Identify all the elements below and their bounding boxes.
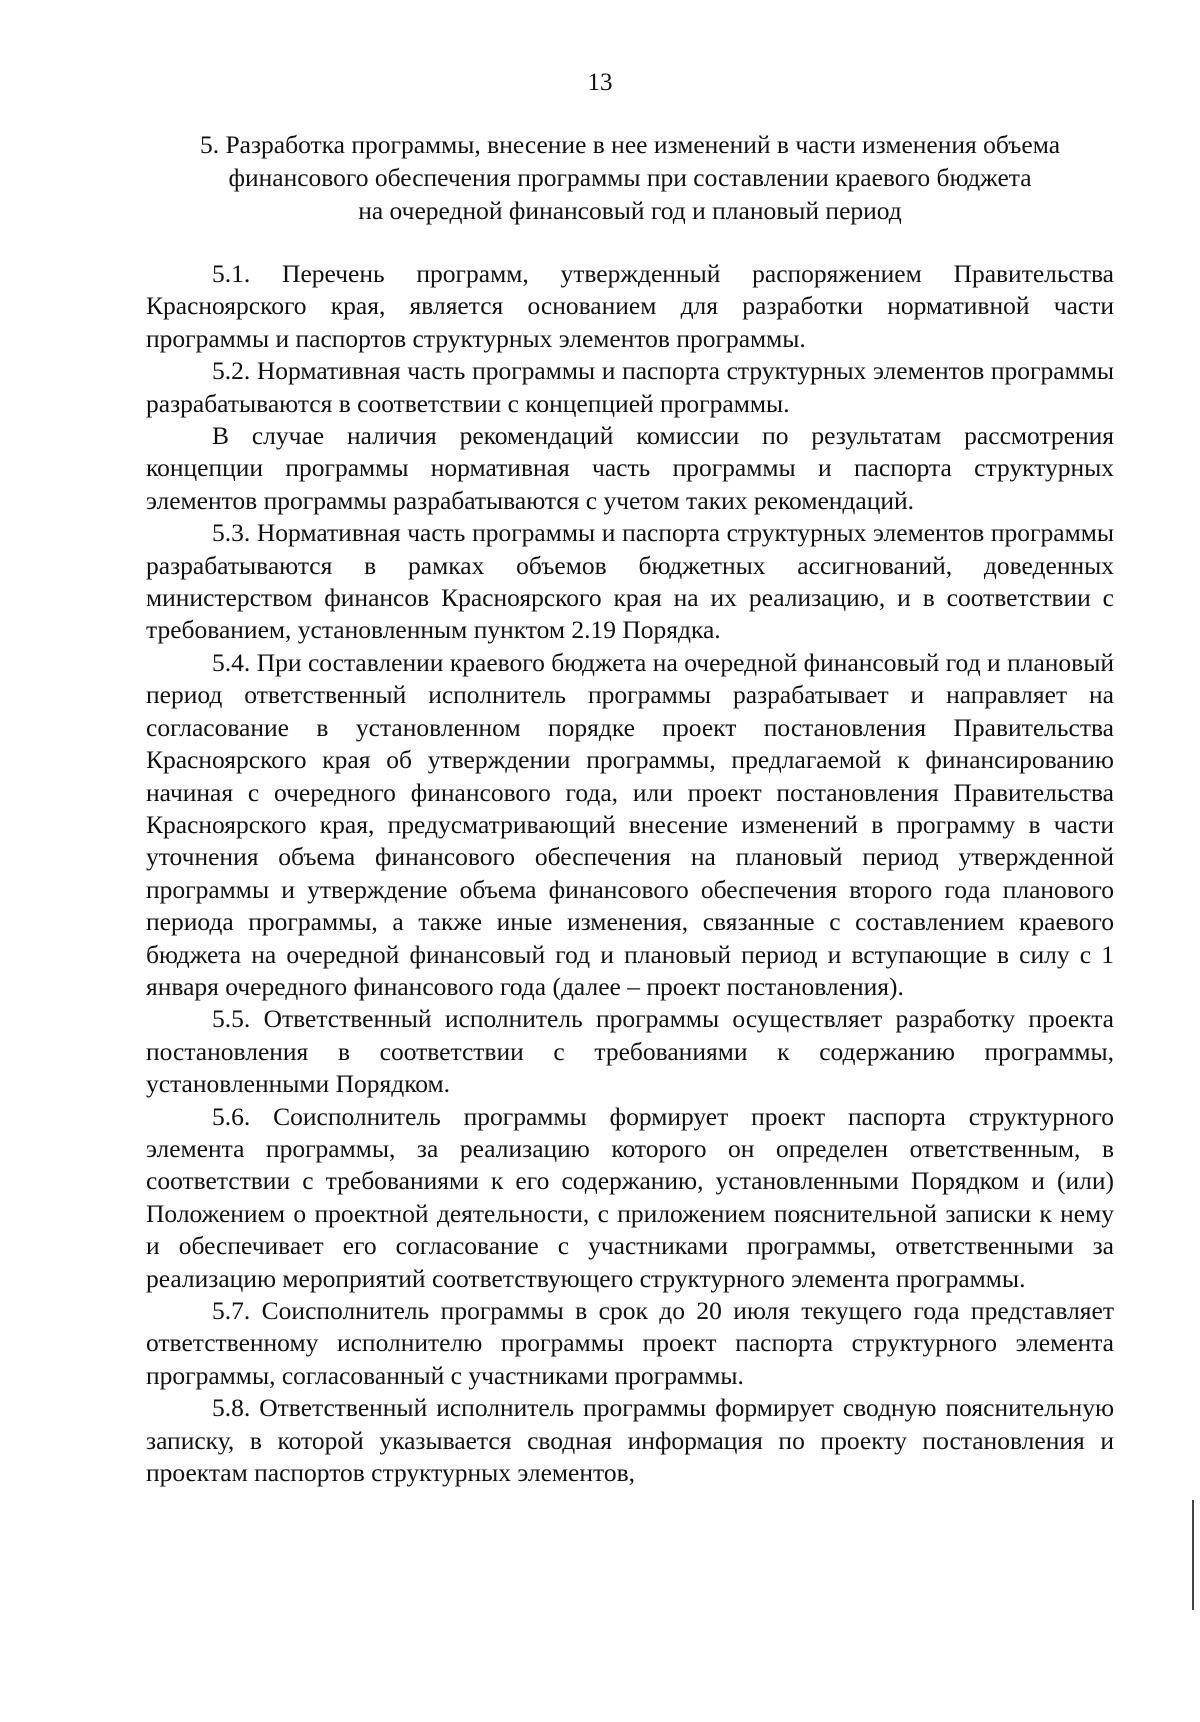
paragraph-5-2: 5.2. Нормативная часть программы и паспорта структурных элементов программы разрабатываются в соответствии с концепцией программы. <box>146 356 1114 418</box>
paragraph-5-8: 5.8. Ответственный исполнитель программы формирует сводную пояснительную записку, в которой указывается сводная информация по проекту постановления и проектам паспортов структурных элементов, <box>146 1393 1114 1488</box>
section-heading-line: на очередной финансовый год и плановый период <box>358 196 902 225</box>
section-heading-line: финансового обеспечения программы при составлении краевого бюджета <box>228 163 1032 192</box>
paragraph-5-4: 5.4. При составлении краевого бюджета на очередной финансовый год и плановый период ответственный исполнитель программы разрабатывает и направляет на согласование в установленном порядке проект постановления Правительства Красноярского края об утверждении программы, предлагаемой к финансированию начиная с очередного финансового года, или проект постановления Правительства Красноярского края, предусматривающий внесение изменений в программу в части уточнения объема финансового обеспечения на плановый период утвержденной программы и утверждение объема финансового обеспечения второго года планового периода программы, а также иные изменения, связанные с составлением краевого бюджета на очередной финансовый год и плановый период и вступающие в силу с 1 января очередного финансового года (далее – проект постановления). <box>146 647 1114 1001</box>
scan-edge-mark <box>1192 1500 1194 1610</box>
section-heading-line: 5. Разработка программы, внесение в нее изменений в части изменения объема <box>199 130 1061 159</box>
page-number: 13 <box>587 69 613 96</box>
paragraph-5-5: 5.5. Ответственный исполнитель программы осуществляет разработку проекта постановления в соответствии с требованиями к содержанию программы, установленными Порядком. <box>146 1004 1114 1099</box>
paragraph-5-7: 5.7. Соисполнитель программы в срок до 20 июля текущего года представляет ответственному исполнителю программы проект паспорта структурного элемента программы, согласованный с участниками программы. <box>146 1296 1114 1390</box>
paragraph-5-6: 5.6. Соисполнитель программы формирует проект паспорта структурного элемента программы, за реализацию которого он определен ответственным, в соответствии с требованиями к его содержанию, установленными Порядком и (или) Положением о проектной деятельности, с приложением пояснительной записки к нему и обеспечивает его согласование с участниками программы, ответственными за реализацию мероприятий соответствующего структурного элемента программы. <box>146 1101 1114 1293</box>
section-heading <box>140 128 1120 227</box>
paragraph-5-2-recommendations: В случае наличия рекомендаций комиссии по результатам рассмотрения концепции программы нормативная часть программы и паспорта структурных элементов программы разрабатываются с учетом таких рекомендаций. <box>146 421 1114 515</box>
paragraph-5-3: 5.3. Нормативная часть программы и паспорта структурных элементов программы разрабатываются в рамках объемов бюджетных ассигнований, доведенных министерством финансов Красноярского края на их реализацию, и в соответствии с требованием, установленным пунктом 2.19 Порядка. <box>146 518 1114 645</box>
paragraph-5-1: 5.1. Перечень программ, утвержденный распоряжением Правительства Красноярского края, является основанием для разработки нормативной части программы и паспортов структурных элементов программы. <box>146 259 1114 353</box>
document-body <box>146 258 1114 1489</box>
